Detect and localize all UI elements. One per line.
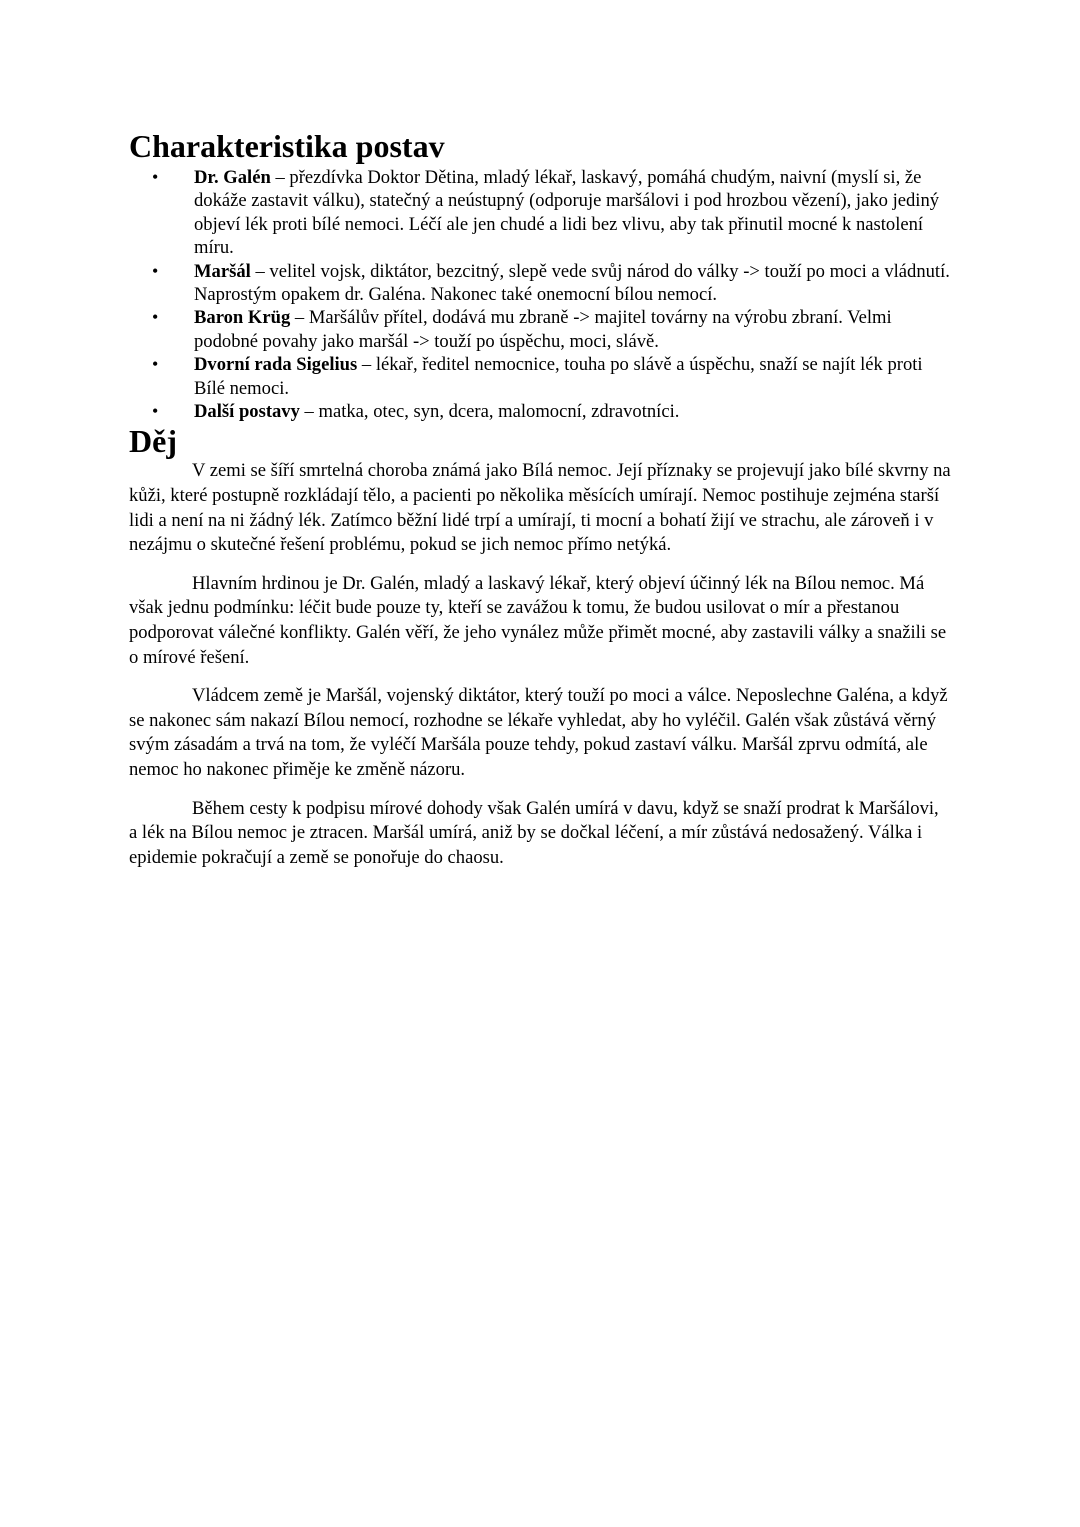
list-item: [129, 306, 951, 353]
character-description: – velitel vojsk, diktátor, bezcitný, slepě vede svůj národ do války -> touží po moci a vládnutí. Naprostým opakem dr. Galéna. Nakonec také onemocní bílou nemocí.: [194, 260, 950, 306]
character-name: Další postavy: [194, 401, 300, 423]
characters-list: [129, 166, 951, 423]
plot-text: [129, 459, 951, 870]
plot-paragraph: Během cesty k podpisu mírové dohody však Galén umírá v davu, když se snaží prodrat k Maršálovi, a lék na Bílou nemoc je ztracen. Maršál umírá, aniž by se dočkal léčení, a mír zůstává nedosažený. Válka i epidemie pokračují a země se ponořuje do chaosu.: [129, 797, 939, 868]
plot-heading: Děj: [129, 423, 177, 460]
document-page: [129, 126, 951, 884]
plot-paragraph: Hlavním hrdinou je Dr. Galén, mladý a laskavý lékař, který objeví účinný lék na Bílou nemoc. Má však jednu podmínku: léčit bude pouze ty, kteří se zavážou k tomu, že budou usilovat o mír a přestanou podporovat válečné konflikty. Galén věří, že jeho vynález může přimět mocné, aby zastavili války a snažili se o mírové řešení.: [129, 572, 947, 668]
character-name: Dvorní rada Sigelius: [194, 354, 358, 376]
bullet-icon: •: [152, 354, 159, 375]
bullet-icon: •: [152, 260, 159, 281]
list-item: [129, 400, 951, 423]
character-description: – Maršálův přítel, dodává mu zbraně -> majitel továrny na výrobu zbraní. Velmi podobné povahy jako maršál -> touží po úspěchu, moci, slávě.: [194, 307, 892, 352]
character-name: Dr. Galén: [194, 167, 271, 188]
character-description: – matka, otec, syn, dcera, malomocní, zdravotníci.: [299, 401, 680, 423]
characters-heading: Charakteristika postav: [129, 128, 445, 164]
bullet-icon: •: [152, 167, 159, 187]
list-item: [129, 260, 951, 307]
list-item: [129, 166, 951, 260]
plot-paragraph: Vládcem země je Maršál, vojenský diktátor, který touží po moci a válce. Neposlechne Galéna, a když se nakonec sám nakazí Bílou nemocí, rozhodne se lékaře vyhledat, aby ho vyléčil. Galén však zůstává věrný svým zásadám a trvá na tom, že vyléčí Maršála pouze tehdy, pokud zastaví válku. Maršál zprvu odmítá, ale nemoc ho nakonec přiměje ke změně názoru.: [129, 685, 948, 780]
character-description: – lékař, ředitel nemocnice, touha po slávě a úspěchu, snaží se najít lék proti Bílé nemoci.: [194, 354, 923, 399]
list-item: [129, 353, 951, 400]
bullet-icon: •: [152, 401, 159, 422]
plot-paragraph: V zemi se šíří smrtelná choroba známá jako Bílá nemoc. Její příznaky se projevují jako bílé skvrny na kůži, které postupně rozkládají tělo, a pacienti po několika měsících umírají. Nemoc postihuje zejména starší lidi a není na ni žádný lék. Zatímco běžní lidé trpí a umírají, ti mocní a bohatí žijí ve strachu, ale zároveň i v nezájmu o skutečné řešení problému, pokud se jich nemoc přímo netýká.: [129, 460, 951, 556]
character-name: Baron Krüg: [194, 307, 291, 329]
character-name: Maršál: [194, 260, 251, 282]
character-description: – přezdívka Doktor Dětina, mladý lékař, laskavý, pomáhá chudým, naivní (myslí si, že dokáže zastavit válku), statečný a neústupný (odporuje maršálovi i pod hrozbou vězení), jako jediný objeví lék proti bílé nemoci. Léčí ale jen chudé a lidi bez vlivu, aby tak přinutil mocné k nastolení míru.: [194, 167, 940, 259]
bullet-icon: •: [152, 307, 159, 328]
